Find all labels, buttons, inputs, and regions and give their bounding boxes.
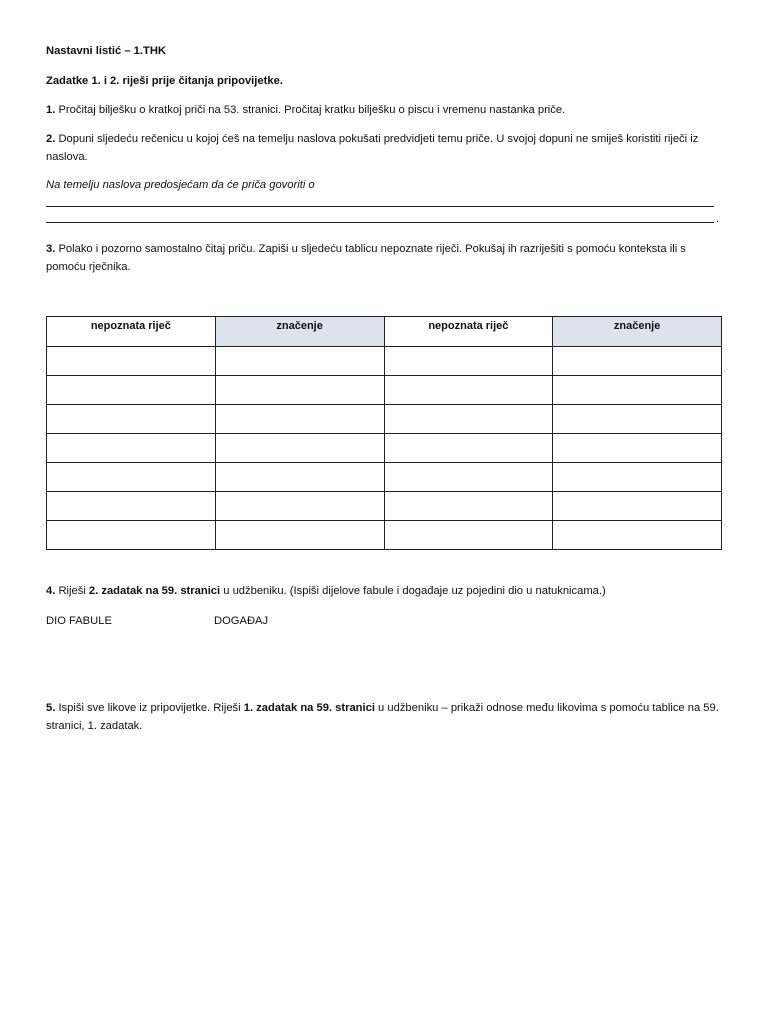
table-row bbox=[47, 434, 722, 463]
table-cell[interactable] bbox=[47, 347, 216, 376]
header-meaning-1: značenje bbox=[215, 317, 384, 347]
task-1 bbox=[46, 103, 565, 117]
table-row bbox=[47, 463, 722, 492]
header-unknown-word-1: nepoznata riječ bbox=[47, 317, 216, 347]
task-5 bbox=[46, 699, 722, 735]
table-header-row bbox=[47, 317, 722, 347]
table-cell[interactable] bbox=[215, 347, 384, 376]
table-cell[interactable] bbox=[553, 405, 722, 434]
task-4-text-b: u udžbeniku. (Ispiši dijelove fabule i događaje uz pojedini dio u natuknicama.) bbox=[220, 585, 606, 597]
table-cell[interactable] bbox=[384, 405, 553, 434]
table-row bbox=[47, 405, 722, 434]
task-3 bbox=[46, 240, 722, 276]
table-cell[interactable] bbox=[553, 434, 722, 463]
table-cell[interactable] bbox=[215, 463, 384, 492]
table-row bbox=[47, 347, 722, 376]
task-2 bbox=[46, 130, 722, 166]
table-cell[interactable] bbox=[384, 492, 553, 521]
task-5-text-b: u udžbeniku – prikaži odnose među likovima s pomoću tablice na 59. stranici, 1. zadatak. bbox=[46, 702, 719, 732]
table-cell[interactable] bbox=[215, 492, 384, 521]
task-4 bbox=[46, 584, 606, 598]
answer-line-2[interactable] bbox=[46, 222, 714, 223]
table-cell[interactable] bbox=[384, 376, 553, 405]
worksheet-title: Nastavni listić – 1.THK bbox=[46, 45, 166, 57]
answer-line-1[interactable] bbox=[46, 206, 714, 207]
task-4-text-a: Riješi bbox=[55, 585, 89, 597]
table-cell[interactable] bbox=[553, 376, 722, 405]
table-cell[interactable] bbox=[553, 521, 722, 550]
table-cell[interactable] bbox=[47, 434, 216, 463]
table-cell[interactable] bbox=[47, 405, 216, 434]
task-3-text: Polako i pozorno samostalno čitaj priču. Zapiši u sljedeću tablicu nepoznate riječi. Pokušaj ih razriješiti s pomoću konteksta ili s pomoću rječnika. bbox=[46, 243, 686, 273]
event-column-label: DOGAĐAJ bbox=[214, 615, 269, 627]
table-cell[interactable] bbox=[384, 434, 553, 463]
task-2-prompt: Na temelju naslova predosjećam da će priča govoriti o bbox=[46, 179, 315, 191]
instruction-text: Zadatke 1. i 2. riješi prije čitanja pripovijetke. bbox=[46, 75, 283, 87]
task-5-reference: 1. zadatak na 59. stranici bbox=[243, 702, 375, 714]
table-cell[interactable] bbox=[47, 376, 216, 405]
task-3-number: 3. bbox=[46, 243, 56, 255]
table-cell[interactable] bbox=[215, 376, 384, 405]
table-row bbox=[47, 492, 722, 521]
task-2-number: 2. bbox=[46, 133, 56, 145]
table-cell[interactable] bbox=[553, 492, 722, 521]
table-cell[interactable] bbox=[47, 463, 216, 492]
fabula-column-label: DIO FABULE bbox=[46, 615, 112, 627]
vocabulary-table bbox=[46, 316, 722, 550]
answer-end-mark: . bbox=[716, 213, 720, 225]
table-cell[interactable] bbox=[47, 492, 216, 521]
task-1-text: Pročitaj bilješku o kratkoj priči na 53. stranici. Pročitaj kratku bilješku o piscu i vremenu nastanka priče. bbox=[55, 104, 566, 116]
table-row bbox=[47, 376, 722, 405]
task-1-number: 1. bbox=[46, 104, 56, 116]
header-meaning-2: značenje bbox=[553, 317, 722, 347]
table-row bbox=[47, 521, 722, 550]
table-cell[interactable] bbox=[553, 347, 722, 376]
table-cell[interactable] bbox=[215, 434, 384, 463]
table-cell[interactable] bbox=[215, 405, 384, 434]
task-4-reference: 2. zadatak na 59. stranici bbox=[88, 585, 221, 597]
task-5-number: 5. bbox=[46, 702, 56, 714]
table-cell[interactable] bbox=[384, 521, 553, 550]
header-unknown-word-2: nepoznata riječ bbox=[384, 317, 553, 347]
table-cell[interactable] bbox=[384, 463, 553, 492]
task-4-number: 4. bbox=[46, 585, 56, 597]
table-cell[interactable] bbox=[384, 347, 553, 376]
table-cell[interactable] bbox=[553, 463, 722, 492]
task-5-text-a: Ispiši sve likove iz pripovijetke. Riješi bbox=[55, 702, 244, 714]
table-cell[interactable] bbox=[215, 521, 384, 550]
task-2-text: Dopuni sljedeću rečenicu u kojoj ćeš na temelju naslova pokušati predvidjeti temu priče. U svojoj dopuni ne smiješ koristiti riječi iz naslova. bbox=[46, 133, 699, 163]
table-cell[interactable] bbox=[47, 521, 216, 550]
